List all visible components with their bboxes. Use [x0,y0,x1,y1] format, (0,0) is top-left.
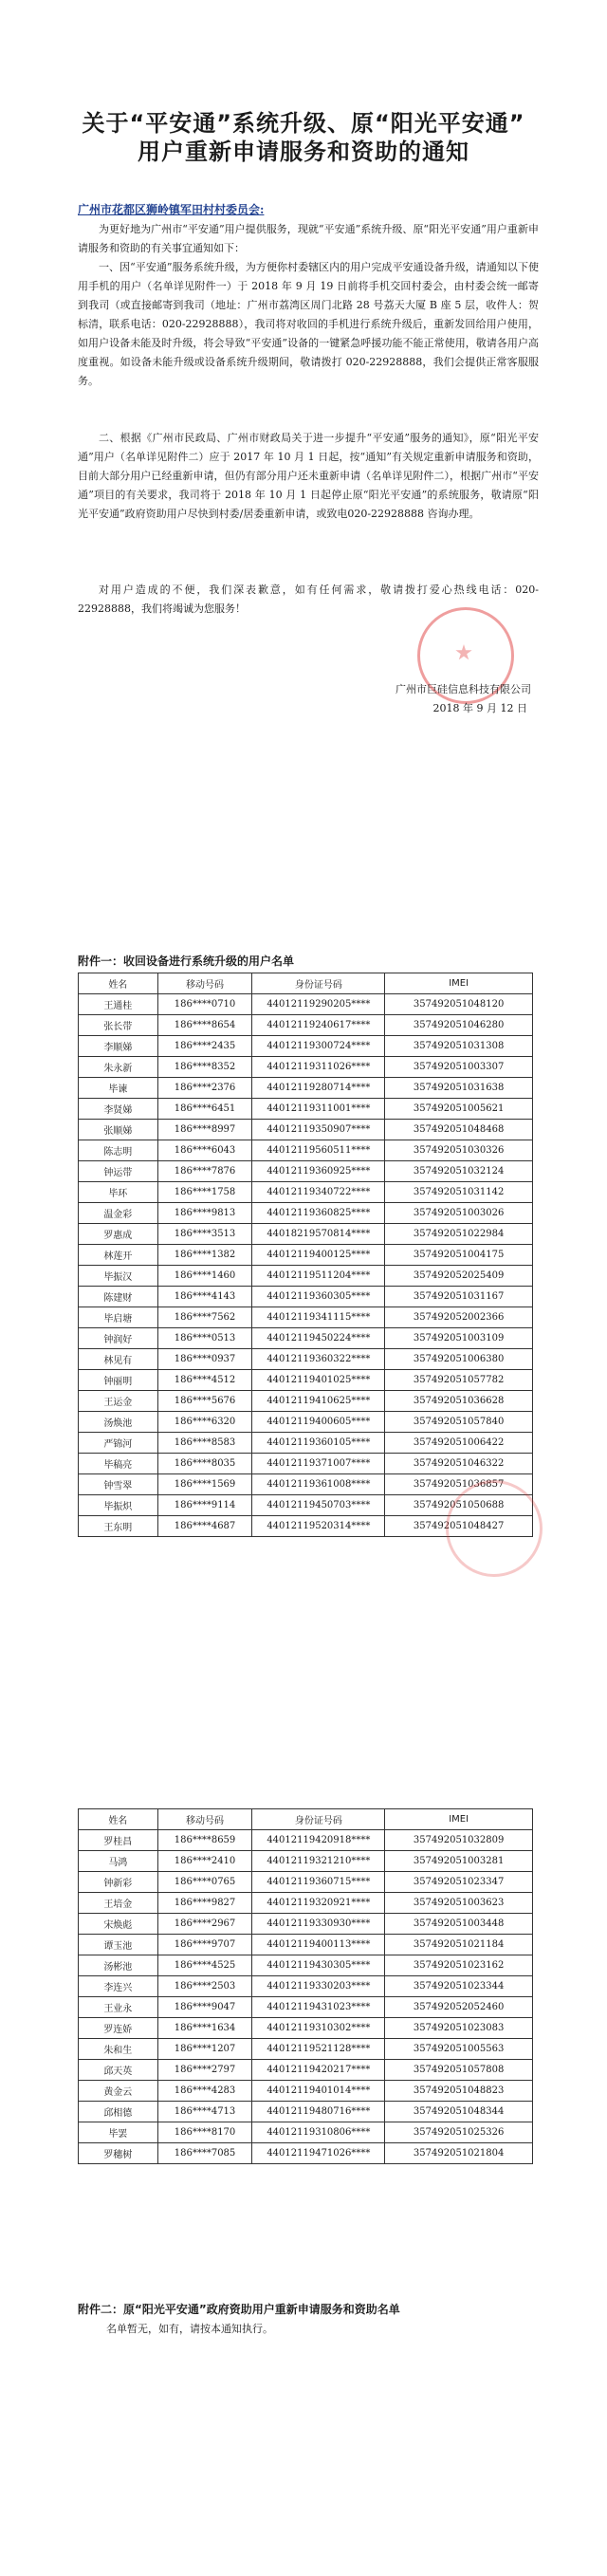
cell-name: 林莲开 [79,1245,158,1266]
header-name: 姓名 [79,973,158,994]
cell-mobile: 186****8352 [157,1057,252,1078]
cell-mobile: 186****6320 [157,1412,252,1433]
annex-2-note: 名单暂无，如有，请按本通知执行。 [106,2323,273,2335]
cell-imei: 357492051046322 [385,1454,533,1474]
cell-mobile: 186****2797 [157,2060,252,2081]
cell-imei: 357492051031638 [385,1078,533,1099]
cell-name: 王东明 [79,1516,158,1537]
cell-id-number: 44012119400113**** [252,1935,385,1955]
table-row [79,1307,533,1328]
cell-imei: 357492051023162 [385,1955,533,1976]
table-row [79,1830,533,1851]
cell-id-number: 44012119400125**** [252,1245,385,1266]
cell-mobile: 186****4512 [157,1370,252,1391]
cell-name: 陈志明 [79,1140,158,1161]
cell-name: 张长带 [79,1015,158,1036]
cell-imei: 357492051006380 [385,1349,533,1370]
cell-id-number: 44012119371007**** [252,1454,385,1474]
cell-imei: 357492051003026 [385,1203,533,1224]
cell-name: 王业永 [79,1997,158,2018]
cell-imei: 357492051003623 [385,1893,533,1914]
cell-id-number: 44012119330203**** [252,1976,385,1997]
cell-imei: 357492051048344 [385,2102,533,2122]
cell-mobile: 186****1569 [157,1474,252,1495]
cell-id-number: 44012119361008**** [252,1474,385,1495]
cell-mobile: 186****4143 [157,1287,252,1307]
cell-name: 毕振炽 [79,1495,158,1516]
cell-imei: 357492051048427 [385,1516,533,1537]
cell-id-number: 44012119471026**** [252,2143,385,2164]
cell-mobile: 186****4283 [157,2081,252,2102]
cell-id-number: 44012119310806**** [252,2122,385,2143]
annex-2-title: 附件二：原“阳光平安通”政府资助用户重新申请服务和资助名单 [78,2303,400,2316]
cell-imei: 357492051057808 [385,2060,533,2081]
cell-imei: 357492051004175 [385,1245,533,1266]
cell-name: 汤彬池 [79,1955,158,1976]
cell-id-number: 44012119340722**** [252,1182,385,1203]
company-seal-icon [446,1480,543,1577]
table-row [79,1036,533,1057]
cell-imei: 357492051032124 [385,1161,533,1182]
table-row [79,1391,533,1412]
cell-mobile: 186****9813 [157,1203,252,1224]
cell-imei: 357492051050688 [385,1495,533,1516]
table-row [79,2102,533,2122]
cell-id-number: 44012119560511**** [252,1140,385,1161]
table-row [79,1078,533,1099]
table-header-row [79,973,533,994]
cell-name: 钟丽明 [79,1370,158,1391]
cell-imei: 357492051032809 [385,1830,533,1851]
cell-mobile: 186****7876 [157,1161,252,1182]
cell-name: 钟润好 [79,1328,158,1349]
table-row [79,1370,533,1391]
cell-name: 严锦河 [79,1433,158,1454]
cell-id-number: 44012119350907**** [252,1120,385,1140]
table-header-row [79,1809,533,1830]
cell-mobile: 186****9047 [157,1997,252,2018]
cell-id-number: 44012119480716**** [252,2102,385,2122]
cell-name: 张顺娣 [79,1120,158,1140]
cell-mobile: 186****2376 [157,1078,252,1099]
cell-id-number: 44012119321210**** [252,1851,385,1872]
table-row [79,1099,533,1120]
cell-mobile: 186****5676 [157,1391,252,1412]
annex-1-table [78,973,533,1537]
table-row [79,1955,533,1976]
table-row [79,1412,533,1433]
table-row [79,1120,533,1140]
cell-imei: 357492051048823 [385,2081,533,2102]
paragraph-reapply: 二、根据《广州市民政局、广州市财政局关于进一步提升“平安通”服务的通知》，原“阳光平安通”用户（名单详见附件二）应于 2017 年 10 月 1 日起，按“通知”有关规定重新申请服务和资助，目前大部分用户已经重新申请，但仍有部分用户还未重新申请（名单详见附件二），根据广州市“平安通”项目的有关要求，我司将于 2018 年 10 月 1 日起停止原“阳光平安通”的系统服务，敬请原“阳光平安通”政府资助用户尽快到村委/居委重新申请，或致电020-22928888 咨询办理。 [78,432,539,520]
cell-name: 罗连娇 [79,2018,158,2039]
cell-id-number: 44012119430305**** [252,1955,385,1976]
cell-mobile: 186****4687 [157,1516,252,1537]
cell-name: 钟雪翠 [79,1474,158,1495]
header-id-number: 身份证号码 [252,1809,385,1830]
cell-name: 黄金云 [79,2081,158,2102]
cell-mobile: 186****6451 [157,1099,252,1120]
cell-id-number: 44012119360715**** [252,1872,385,1893]
table-row [79,1161,533,1182]
cell-name: 毕谏 [79,1078,158,1099]
cell-name: 罗穗树 [79,2143,158,2164]
cell-mobile: 186****4713 [157,2102,252,2122]
cell-id-number: 44012119360925**** [252,1161,385,1182]
cell-id-number: 44012119341115**** [252,1307,385,1328]
cell-mobile: 186****0513 [157,1328,252,1349]
cell-imei: 357492051031142 [385,1182,533,1203]
cell-id-number: 44012119290205**** [252,994,385,1015]
cell-name: 邱天英 [79,2060,158,2081]
cell-name: 罗惠成 [79,1224,158,1245]
cell-name: 李贤娣 [79,1099,158,1120]
cell-imei: 357492051006422 [385,1433,533,1454]
cell-id-number: 44012119521128**** [252,2039,385,2060]
annex-1-table-continued [78,1808,533,2164]
cell-mobile: 186****0765 [157,1872,252,1893]
cell-mobile: 186****9827 [157,1893,252,1914]
table-row [79,1057,533,1078]
header-imei: IMEI [385,1809,533,1830]
cell-name: 毕稿亮 [79,1454,158,1474]
cell-imei: 357492052052460 [385,1997,533,2018]
header-imei: IMEI [385,973,533,994]
cell-name: 邱相德 [79,2102,158,2122]
table-row [79,994,533,1015]
cell-name: 汤焕池 [79,1412,158,1433]
table-row [79,1245,533,1266]
cell-id-number: 44012119330930**** [252,1914,385,1935]
cell-mobile: 186****8583 [157,1433,252,1454]
cell-id-number: 44012119280714**** [252,1078,385,1099]
cell-id-number: 44012119410625**** [252,1391,385,1412]
cell-mobile: 186****1207 [157,2039,252,2060]
cell-mobile: 186****2410 [157,1851,252,1872]
cell-name: 钟运带 [79,1161,158,1182]
table-row [79,1851,533,1872]
cell-mobile: 186****9707 [157,1935,252,1955]
cell-name: 毕环 [79,1182,158,1203]
cell-id-number: 44012119360322**** [252,1349,385,1370]
cell-name: 王培金 [79,1893,158,1914]
cell-mobile: 186****1382 [157,1245,252,1266]
table-row [79,1893,533,1914]
table-row [79,2143,533,2164]
table-row [79,2122,533,2143]
cell-name: 毕启塘 [79,1307,158,1328]
table-row [79,1997,533,2018]
table-row [79,1140,533,1161]
table-row [79,2039,533,2060]
cell-name: 王通桂 [79,994,158,1015]
cell-imei: 357492051022984 [385,1224,533,1245]
table-row [79,1203,533,1224]
cell-mobile: 186****4525 [157,1955,252,1976]
cell-mobile: 186****3513 [157,1224,252,1245]
signature-company: 广州市巨硅信息科技有限公司 [395,683,531,695]
cell-imei: 357492051057782 [385,1370,533,1391]
header-id-number: 身份证号码 [252,973,385,994]
cell-imei: 357492051023083 [385,2018,533,2039]
cell-imei: 357492051005563 [385,2039,533,2060]
title-line-1: 关于“平安通”系统升级、原“阳光平安通” [82,110,525,137]
cell-mobile: 186****8654 [157,1015,252,1036]
cell-id-number: 44012119431023**** [252,1997,385,2018]
table-row [79,1976,533,1997]
table-row [79,2018,533,2039]
cell-name: 朱和生 [79,2039,158,2060]
table-row [79,1287,533,1307]
cell-mobile: 186****2435 [157,1036,252,1057]
cell-id-number: 44012119311001**** [252,1099,385,1120]
cell-mobile: 186****2503 [157,1976,252,1997]
cell-imei: 357492051030326 [385,1140,533,1161]
table-row [79,1224,533,1245]
cell-imei: 357492052025409 [385,1266,533,1287]
cell-id-number: 44012119420918**** [252,1830,385,1851]
cell-id-number: 44012119360105**** [252,1433,385,1454]
cell-imei: 357492051046280 [385,1015,533,1036]
cell-name: 谭玉池 [79,1935,158,1955]
cell-imei: 357492051003109 [385,1328,533,1349]
cell-mobile: 186****7562 [157,1307,252,1328]
cell-imei: 357492051003448 [385,1914,533,1935]
cell-name: 宋焕彪 [79,1914,158,1935]
addressee: 广州市花都区狮岭镇军田村村委员会: [78,203,265,216]
cell-id-number: 44012119450703**** [252,1495,385,1516]
table-row [79,1433,533,1454]
cell-mobile: 186****7085 [157,2143,252,2164]
cell-mobile: 186****2967 [157,1914,252,1935]
cell-mobile: 186****1634 [157,2018,252,2039]
cell-imei: 357492051031167 [385,1287,533,1307]
cell-name: 李连兴 [79,1976,158,1997]
header-mobile: 移动号码 [157,973,252,994]
cell-id-number: 44012119360305**** [252,1287,385,1307]
cell-imei: 357492051048120 [385,994,533,1015]
cell-imei: 357492051036857 [385,1474,533,1495]
cell-name: 朱永新 [79,1057,158,1078]
cell-id-number: 44012119520314**** [252,1516,385,1537]
cell-imei: 357492051003307 [385,1057,533,1078]
cell-mobile: 186****0710 [157,994,252,1015]
cell-mobile: 186****8170 [157,2122,252,2143]
table-row [79,2060,533,2081]
cell-id-number: 44012119450224**** [252,1328,385,1349]
table-row [79,1015,533,1036]
cell-imei: 357492051003281 [385,1851,533,1872]
cell-mobile: 186****9114 [157,1495,252,1516]
cell-id-number: 44012119310302**** [252,2018,385,2039]
cell-name: 毕罢 [79,2122,158,2143]
table-row [79,1872,533,1893]
cell-id-number: 44012119400605**** [252,1412,385,1433]
cell-imei: 357492051023344 [385,1976,533,1997]
cell-id-number: 44012119320921**** [252,1893,385,1914]
cell-id-number: 44012119511204**** [252,1266,385,1287]
cell-mobile: 186****0937 [157,1349,252,1370]
header-mobile: 移动号码 [157,1809,252,1830]
cell-mobile: 186****1460 [157,1266,252,1287]
cell-name: 毕振汉 [79,1266,158,1287]
cell-imei: 357492051048468 [385,1120,533,1140]
cell-id-number: 44012119300724**** [252,1036,385,1057]
cell-name: 温金彩 [79,1203,158,1224]
cell-mobile: 186****8997 [157,1120,252,1140]
table-row [79,1328,533,1349]
cell-imei: 357492051025326 [385,2122,533,2143]
cell-mobile: 186****8035 [157,1454,252,1474]
cell-name: 王运金 [79,1391,158,1412]
cell-name: 李顺娣 [79,1036,158,1057]
cell-id-number: 44012119360825**** [252,1203,385,1224]
annex-1-title: 附件一：收回设备进行系统升级的用户名单 [78,954,295,968]
table-row [79,1182,533,1203]
cell-imei: 357492051021184 [385,1935,533,1955]
cell-imei: 357492051023347 [385,1872,533,1893]
cell-imei: 357492051036628 [385,1391,533,1412]
cell-id-number: 44012119311026**** [252,1057,385,1078]
cell-name: 罗桂昌 [79,1830,158,1851]
table-row [79,1454,533,1474]
table-row [79,1935,533,1955]
cell-imei: 357492052002366 [385,1307,533,1328]
table-row [79,1349,533,1370]
cell-id-number: 44012119401014**** [252,2081,385,2102]
table-row [79,2081,533,2102]
cell-mobile: 186****1758 [157,1182,252,1203]
cell-mobile: 186****6043 [157,1140,252,1161]
signature-date: 2018 年 9 月 12 日 [432,702,527,714]
cell-imei: 357492051057840 [385,1412,533,1433]
paragraph-apology: 对用户造成的不便，我们深表歉意，如有任何需求，敬请拨打爱心热线电话：020-22928888，我们将竭诚为您服务！ [78,584,539,615]
cell-id-number: 44012119420217**** [252,2060,385,2081]
paragraph-device-upgrade: 一、因“平安通”服务系统升级，为方便你村委辖区内的用户完成平安通设备升级，请通知以下使用手机的用户（名单详见附件一）于 2018 年 9 月 19 日前将手机交回村委会，由村委会统一邮寄到我司（或直接邮寄到我司（地址：广州市荔湾区周门北路 28 号荔天大厦 B 座 5 层，收件人：贺标清，联系电话：020-22928888），我司将对收回的手机进行系统升级后，重新发回给用户使用，如用户设备未能及时升级，将会导致“平安通”设备的一键紧急呼援功能不能正常使用，敬请各用户高度重视。如设备未能升级或设备系统升级期间，敬请拨打 020-22928888，我们会提供正常客服服务。 [78,261,539,387]
cell-imei: 357492051021804 [385,2143,533,2164]
cell-imei: 357492051031308 [385,1036,533,1057]
cell-name: 陈建财 [79,1287,158,1307]
cell-name: 马鸿 [79,1851,158,1872]
title-line-2: 用户重新申请服务和资助的通知 [138,139,469,165]
header-name: 姓名 [79,1809,158,1830]
cell-imei: 357492051005621 [385,1099,533,1120]
paragraph-intro: 为更好地为广州市“平安通”用户提供服务，现就“平安通”系统升级、原“阳光平安通”用户重新申请服务和资助的有关事宜通知如下： [78,223,539,254]
cell-id-number: 44012119240617**** [252,1015,385,1036]
cell-mobile: 186****8659 [157,1830,252,1851]
cell-id-number: 44018219570814**** [252,1224,385,1245]
cell-name: 林见有 [79,1349,158,1370]
cell-id-number: 44012119401025**** [252,1370,385,1391]
table-row [79,1914,533,1935]
cell-name: 钟新彩 [79,1872,158,1893]
table-row [79,1266,533,1287]
